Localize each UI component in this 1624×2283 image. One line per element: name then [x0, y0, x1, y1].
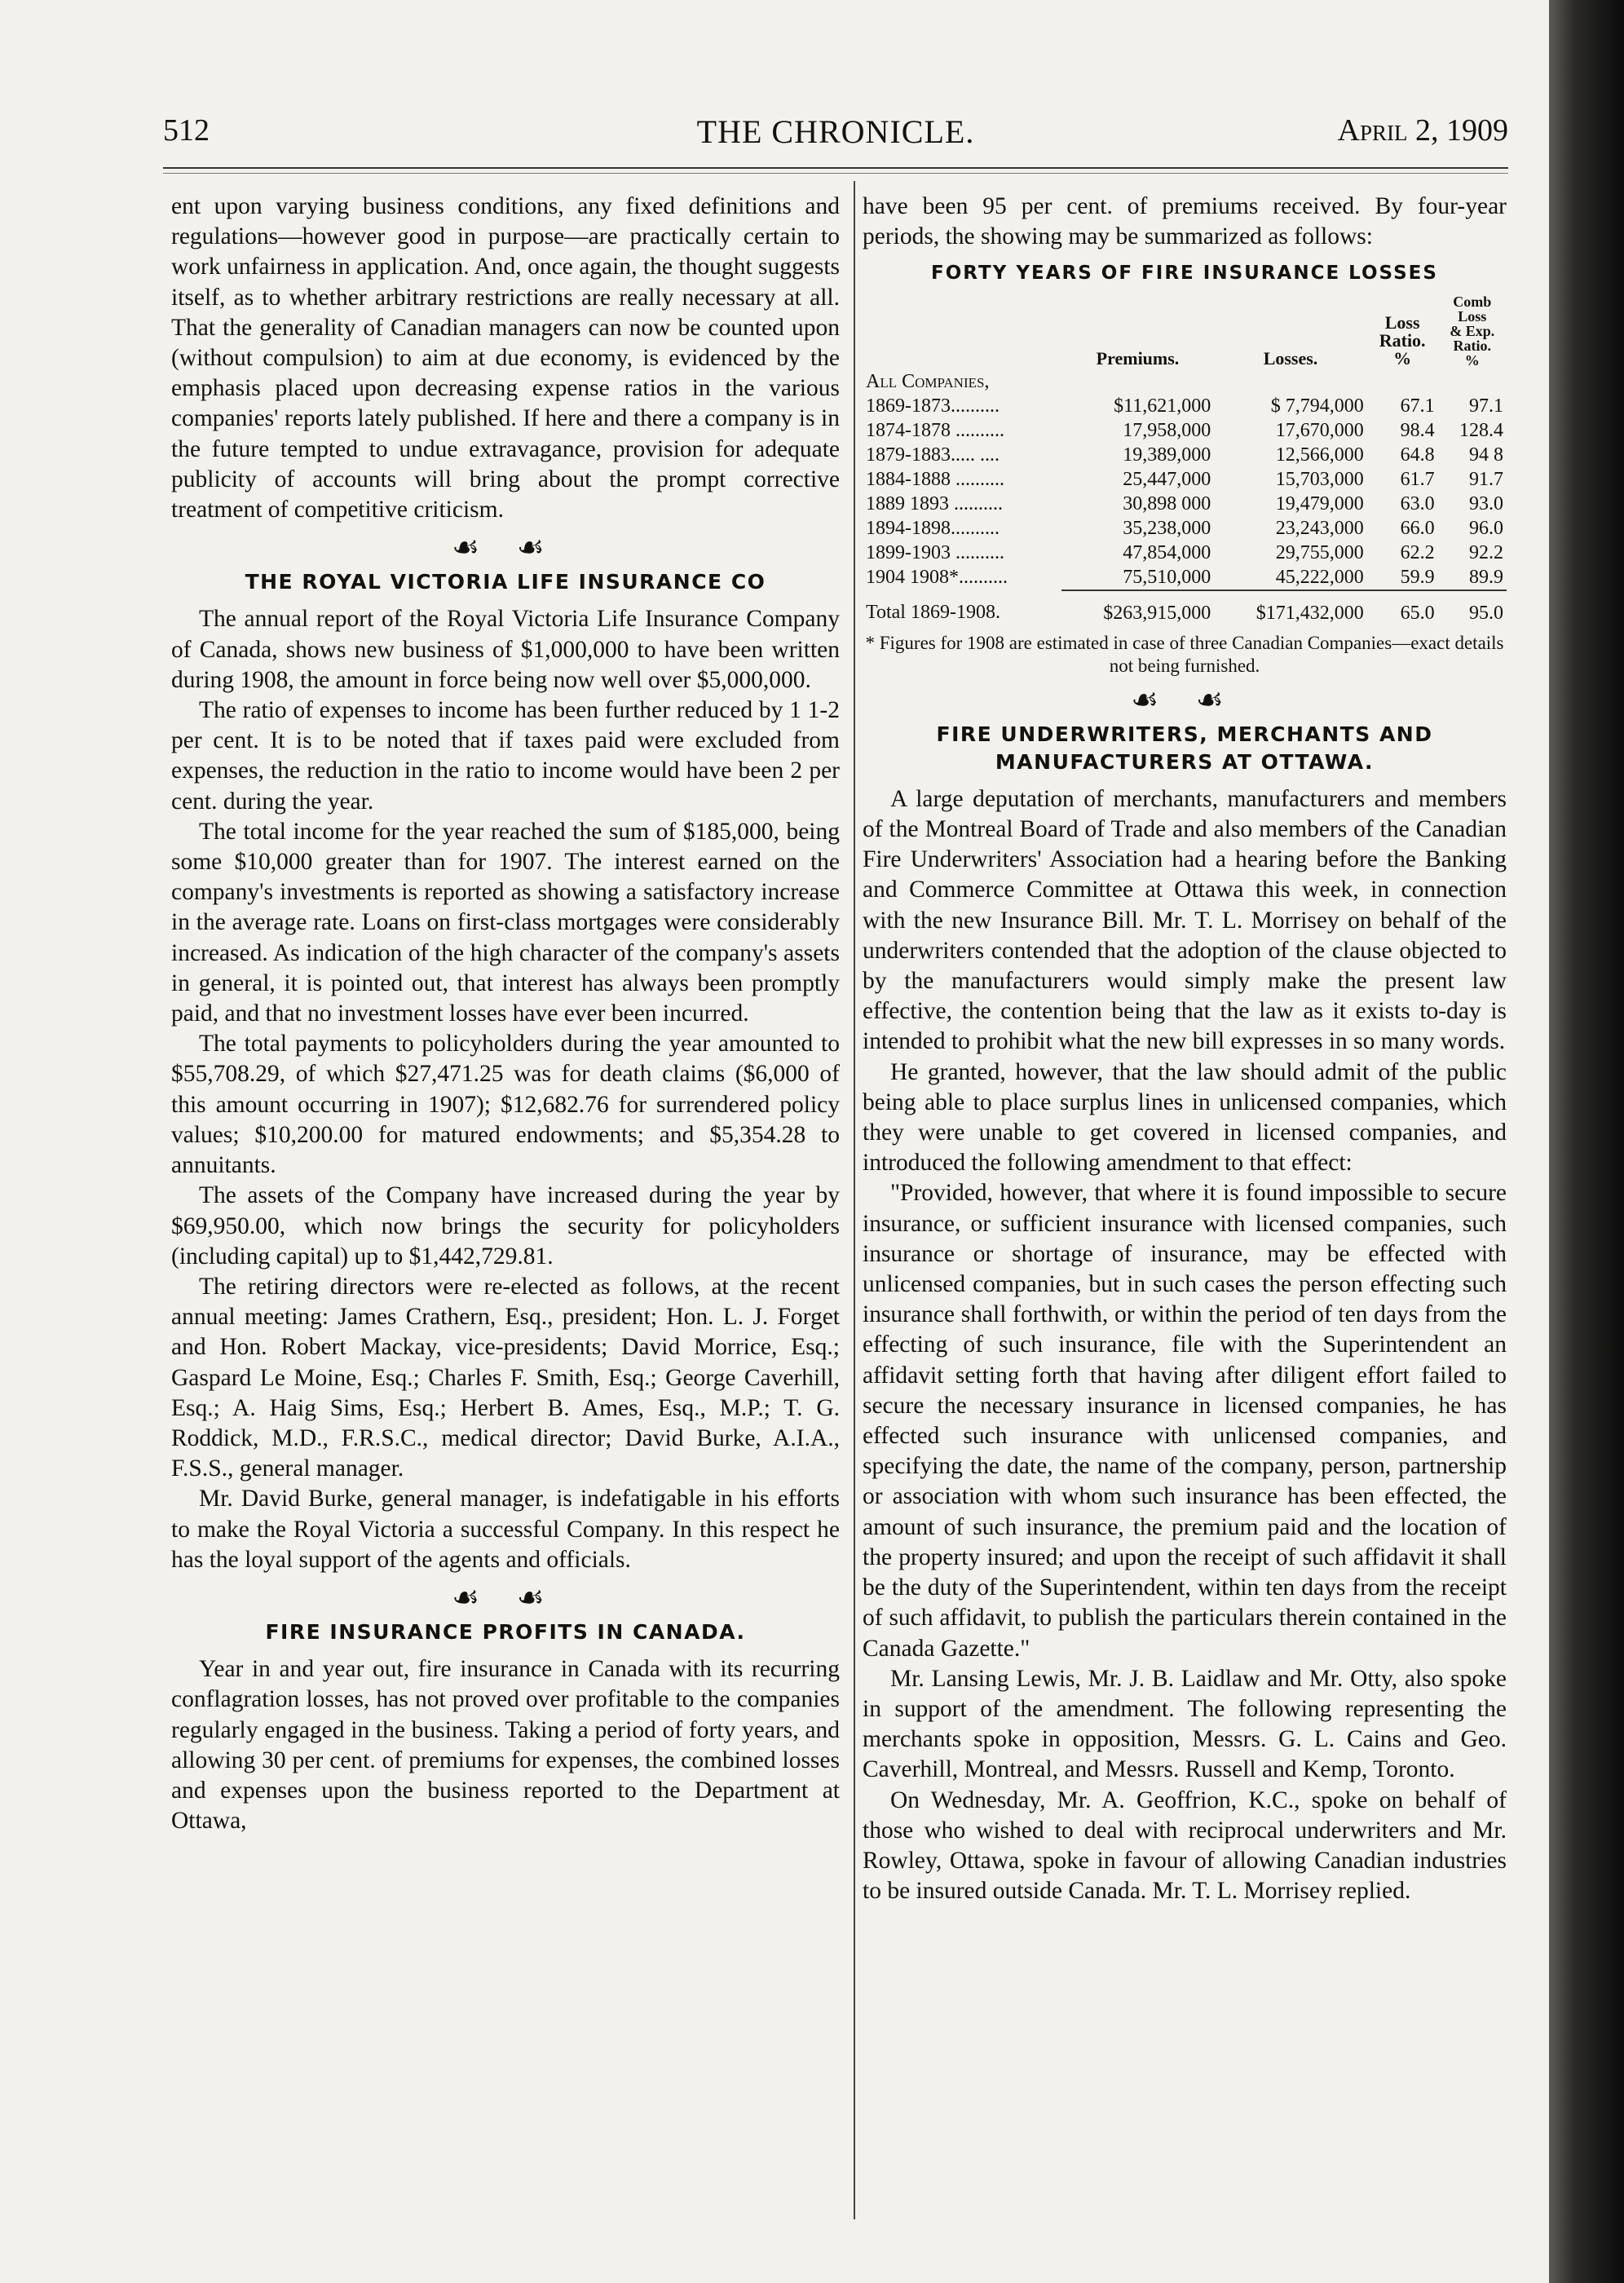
comb-ratio-cell: 97.1	[1469, 395, 1503, 417]
loss-ratio-cell: 62.2	[1400, 541, 1435, 563]
losses-header: Losses.	[1263, 347, 1318, 369]
loss-ratio-header	[1367, 294, 1438, 369]
table-caption: FORTY YEARS OF FIRE INSURANCE LOSSES	[931, 263, 1438, 285]
article-paragraph: Mr. Lansing Lewis, Mr. J. B. Laidlaw and Mr. Otty, also spoke in support of the amendment. The following representing the merchants spoke in opposition, Messrs. G. L. Cains and Geo. Caverhill, Montreal, and Messrs. Russell and Kemp, Toronto.	[863, 1665, 1507, 1783]
loss-ratio-cell: 98.4	[1400, 419, 1435, 441]
page-header	[163, 113, 1508, 158]
group-label: All Companies,	[866, 370, 990, 392]
ottawa-heading-line: MANUFACTURERS AT OTTAWA.	[995, 749, 1375, 774]
comb-ratio-cell: 91.7	[1469, 468, 1503, 490]
total-premiums: $263,915,000	[1061, 590, 1215, 625]
loss-ratio-cell: 64.8	[1400, 444, 1435, 466]
page-edge-shadow	[1549, 0, 1624, 2283]
section-ornament: ☙ ☙	[1131, 682, 1238, 718]
ottawa-heading-line: FIRE UNDERWRITERS, MERCHANTS AND	[936, 722, 1433, 746]
loss-ratio-cell: 61.7	[1400, 468, 1435, 490]
header-rule	[163, 167, 1508, 169]
article-paragraph: The retiring directors were re-elected as follows, at the recent annual meeting: James Crathern, Esq., president; Hon. L. J. Forget and Hon. Robert Mackay, vice-presidents; David Morrice, Esq.; Gaspard Le Moine, Esq.; Charles F. Smith, Esq.; George Caverhill, Esq.; A. Haig Sims, Esq.; Herbert B. Ames, Esq., M.P.; T. G. Roddick, M.D., F.R.S.C., medical director; David Burke, A.I.A., F.S.S., general manager.	[171, 1273, 840, 1482]
premiums-cell: 75,510,000	[1123, 566, 1211, 588]
section-ornament: ☙ ☙	[452, 531, 559, 566]
loss-ratio-header-line: Loss	[1384, 311, 1420, 333]
premiums-cell: 25,447,000	[1123, 468, 1211, 490]
losses-cell: 29,755,000	[1275, 541, 1364, 563]
comb-ratio-cell: 96.0	[1469, 517, 1503, 539]
table-row	[863, 541, 1507, 565]
period-cell: 1879-1883..... ....	[866, 444, 1000, 466]
comb-ratio-cell: 94 8	[1469, 444, 1503, 466]
table-row	[863, 492, 1507, 516]
article-paragraph: The annual report of the Royal Victoria Life Insurance Company of Canada, shows new business of $1,000,000 to have been written during 1908, the amount in force being now well over $5,000,000.	[171, 606, 840, 693]
article-paragraph: On Wednesday, Mr. A. Geoffrion, K.C., spoke on behalf of those who wished to deal with reciprocal underwriters and Mr. Rowley, Ottawa, spoke in favour of allowing Canadian industries to be insured outside Canada. Mr. T. L. Morrisey replied.	[863, 1786, 1507, 1905]
period-cell: 1869-1873..........	[866, 395, 1000, 417]
royal-victoria-heading: THE ROYAL VICTORIA LIFE INSURANCE CO	[245, 570, 766, 594]
publication-title: THE CHRONICLE.	[696, 113, 975, 150]
table-row	[863, 394, 1507, 418]
premiums-cell: 17,958,000	[1123, 419, 1211, 441]
page-number: 512	[163, 113, 210, 148]
premiums-cell: 35,238,000	[1123, 517, 1211, 539]
article-paragraph: Mr. David Burke, general manager, is indefatigable in his efforts to make the Royal Victoria a successful Company. In this respect he has the loyal support of the agents and officials.	[171, 1486, 840, 1573]
premiums-cell: $11,621,000	[1114, 395, 1211, 417]
total-label: Total 1869-1908.	[866, 602, 1000, 624]
article-paragraph: The total payments to policyholders during the year amounted to $55,708.29, of which $27,471.25 was for death claims ($6,000 of this amount occurring in 1907); $12,682.76 for surrendered policy values; $10,200.00 for matured endowments; and $5,354.28 to annuitants.	[171, 1031, 840, 1179]
header-rule-thin	[163, 173, 1508, 174]
table-row	[863, 443, 1507, 467]
table-body	[863, 369, 1507, 625]
loss-ratio-header-line: Ratio.	[1379, 329, 1426, 351]
loss-ratio-cell: 59.9	[1400, 566, 1435, 588]
total-losses: $171,432,000	[1214, 590, 1367, 625]
period-cell: 1874-1878 ..........	[866, 419, 1004, 441]
losses-cell: 12,566,000	[1275, 444, 1364, 466]
intro-paragraph: ent upon varying business conditions, any fixed definitions and regulations—however good in purpose—are practically certain to work unfairness in application. And, once again, the thought suggests itself, as to whether arbitrary restrictions are really necessary at all. That the generality of Canadian managers can now be counted upon (without compulsion) to aim at due economy, is evidenced by the emphasis placed upon decreasing expense ratios in the various companies' reports lately published. If here and there a company is in the future tempted to undue extravagance, provision for adequate publicity of accounts will bring about the prompt corrective treatment of competitive criticism.	[171, 193, 840, 523]
period-cell: 1889 1893 ..........	[866, 492, 1003, 514]
total-row	[863, 590, 1507, 625]
comb-ratio-header-line: Loss	[1458, 307, 1487, 325]
period-cell: 1899-1903 ..........	[866, 541, 1004, 563]
table-row	[863, 565, 1507, 590]
losses-cell: $ 7,794,000	[1270, 395, 1364, 417]
article-paragraph: The total income for the year reached the sum of $185,000, being some $10,000 greater than for 1907. The interest earned on the company's investments is reported as showing a satisfactory increase in the average rate. Loans on first-class mortgages were considerably increased. As indication of the high character of the company's assets in general, it is pointed out, that interest has always been promptly paid, and that no investment losses have ever been incurred.	[171, 818, 840, 1027]
premiums-cell: 47,854,000	[1123, 541, 1211, 563]
loss-ratio-cell: 63.0	[1400, 492, 1435, 514]
comb-ratio-header-line: & Exp.	[1450, 322, 1495, 339]
article-paragraph: Year in and year out, fire insurance in Canada with its recurring conflagration losses, has not proved over profitable to the companies regularly engaged in the business. Taking a period of forty years, and allowing 30 per cent. of premiums for expenses, the combined losses and expenses upon the business reported to the Department at Ottawa,	[171, 1656, 840, 1835]
loss-ratio-header-line: %	[1393, 347, 1412, 369]
group-label-row	[863, 369, 1507, 394]
comb-ratio-header-line: %	[1464, 351, 1480, 369]
total-loss-ratio: 65.0	[1367, 590, 1438, 625]
losses-cell: 19,479,000	[1275, 492, 1364, 514]
loss-ratio-cell: 66.0	[1400, 517, 1435, 539]
period-cell: 1894-1898..........	[866, 517, 1000, 539]
period-header	[863, 294, 1061, 369]
period-cell: 1884-1888 ..........	[866, 468, 1004, 490]
article-paragraph: "Provided, however, that where it is found impossible to secure insurance, or sufficient insurance with licensed companies, such insurance or shortage of insurance, may be effected with unlicensed companies, but in such cases the person effecting such insurance shall forthwith, or within the period of ten days from the effecting of such insurance, file with the Superintendent an affidavit setting forth that having after diligent effort failed to secure the necessary insurance in licensed companies, he has effected such insurance with unlicensed companies, and specifying the date, the name of the company, person, partnership or association with whom such insurance has been effected, the amount of such insurance, the premium paid and the location of the property insured; and upon the receipt of such affidavit it shall be the duty of the Superintendent, within ten days from the receipt of such affidavit, to publish the particulars therein contained in the Canada Gazette."	[863, 1180, 1507, 1662]
left-column	[171, 192, 840, 1836]
losses-cell: 45,222,000	[1275, 566, 1364, 588]
losses-cell: 23,243,000	[1275, 517, 1364, 539]
table-footnote: * Figures for 1908 are estimated in case of three Canadian Companies—exact details not being furnished.	[865, 632, 1504, 676]
losses-cell: 17,670,000	[1275, 419, 1364, 441]
continuation-paragraph: have been 95 per cent. of premiums received. By four-year periods, the showing may be summarized as follows:	[863, 193, 1507, 250]
article-paragraph: He granted, however, that the law should admit of the public being able to place surplus lines in unlicensed companies, which they were unable to get covered in licensed companies, and introduced the following amendment to that effect:	[863, 1058, 1507, 1177]
period-cell: 1904 1908*..........	[866, 567, 1008, 589]
article-paragraph: A large deputation of merchants, manufacturers and members of the Montreal Board of Trade and also members of the Canadian Fire Underwriters' Association had a hearing before the Banking and Commerce Committee at Ottawa this week, in connection with the new Insurance Bill. Mr. T. L. Morrisey on behalf of the underwriters contended that the adoption of the clause objected to by the manufacturers would simply make the present law effective, the contention being that the law as it exists to-day is intended to prohibit what the new bill expresses in so many words.	[863, 785, 1507, 1055]
issue-date: April 2, 1909	[1337, 113, 1508, 148]
premiums-cell: 30,898 000	[1123, 492, 1211, 514]
column-divider	[854, 181, 855, 2219]
table-row	[863, 516, 1507, 541]
comb-ratio-header-line: Comb	[1453, 293, 1492, 310]
comb-ratio-cell: 128.4	[1459, 419, 1503, 441]
section-ornament: ☙ ☙	[452, 1580, 559, 1615]
comb-ratio-cell: 92.2	[1469, 541, 1503, 563]
ottawa-heading	[863, 721, 1507, 776]
fire-profits-heading: FIRE INSURANCE PROFITS IN CANADA.	[265, 1620, 746, 1645]
article-paragraph: The ratio of expenses to income has been further reduced by 1 1-2 per cent. It is to be noted that if taxes paid were excluded from expenses, the reduction in the ratio to income would have been 2 per cent. during the year.	[171, 697, 840, 815]
table-row	[863, 418, 1507, 443]
table-row	[863, 467, 1507, 492]
fire-losses-table	[863, 294, 1507, 625]
comb-ratio-header-line: Ratio.	[1453, 337, 1492, 354]
right-column	[863, 192, 1507, 1906]
comb-ratio-cell: 93.0	[1469, 492, 1503, 514]
premiums-cell: 19,389,000	[1123, 444, 1211, 466]
comb-ratio-cell: 89.9	[1469, 566, 1503, 588]
table-header-row	[863, 294, 1507, 369]
premiums-header: Premiums.	[1096, 347, 1180, 369]
total-comb-ratio: 95.0	[1438, 590, 1507, 625]
losses-cell: 15,703,000	[1275, 468, 1364, 490]
comb-ratio-header	[1438, 294, 1507, 369]
article-paragraph: The assets of the Company have increased during the year by $69,950.00, which now brings the security for policyholders (including capital) up to $1,442,729.81.	[171, 1182, 840, 1270]
loss-ratio-cell: 67.1	[1400, 395, 1435, 417]
